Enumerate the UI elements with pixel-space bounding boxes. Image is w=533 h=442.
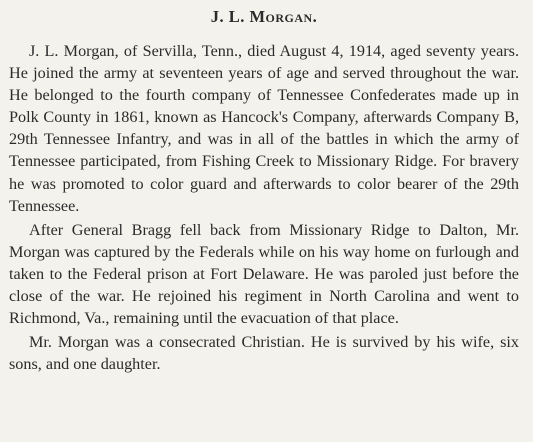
- article-title-text: J. L. Morgan.: [210, 7, 318, 26]
- article-title: [9, 6, 519, 28]
- paragraph-1: J. L. Morgan, of Servilla, Tenn., died August 4, 1914, aged seventy years. He joined the army at seventeen years of age and served throughout the war. He belonged to the fourth company of Tennessee Confederates made up in Polk County in 1861, known as Hancock's Company, afterwards Company B, 29th Tennessee Infantry, and was in all of the battles in which the army of Tennessee participated, from Fishing Creek to Missionary Ridge. For bravery he was promoted to color guard and afterwards to color bearer of the 29th Tennessee.: [9, 42, 519, 215]
- paragraph-3: Mr. Morgan was a consecrated Christian. He is survived by his wife, six sons, and one daughter.: [9, 333, 519, 374]
- paragraph-2: After General Bragg fell back from Missionary Ridge to Dalton, Mr. Morgan was captured by the Federals while on his way home on furlough and taken to the Federal prison at Fort Delaware. He was paroled just before the close of the war. He rejoined his regiment in North Carolina and went to Richmond, Va., remaining until the evacuation of that place.: [9, 220, 519, 328]
